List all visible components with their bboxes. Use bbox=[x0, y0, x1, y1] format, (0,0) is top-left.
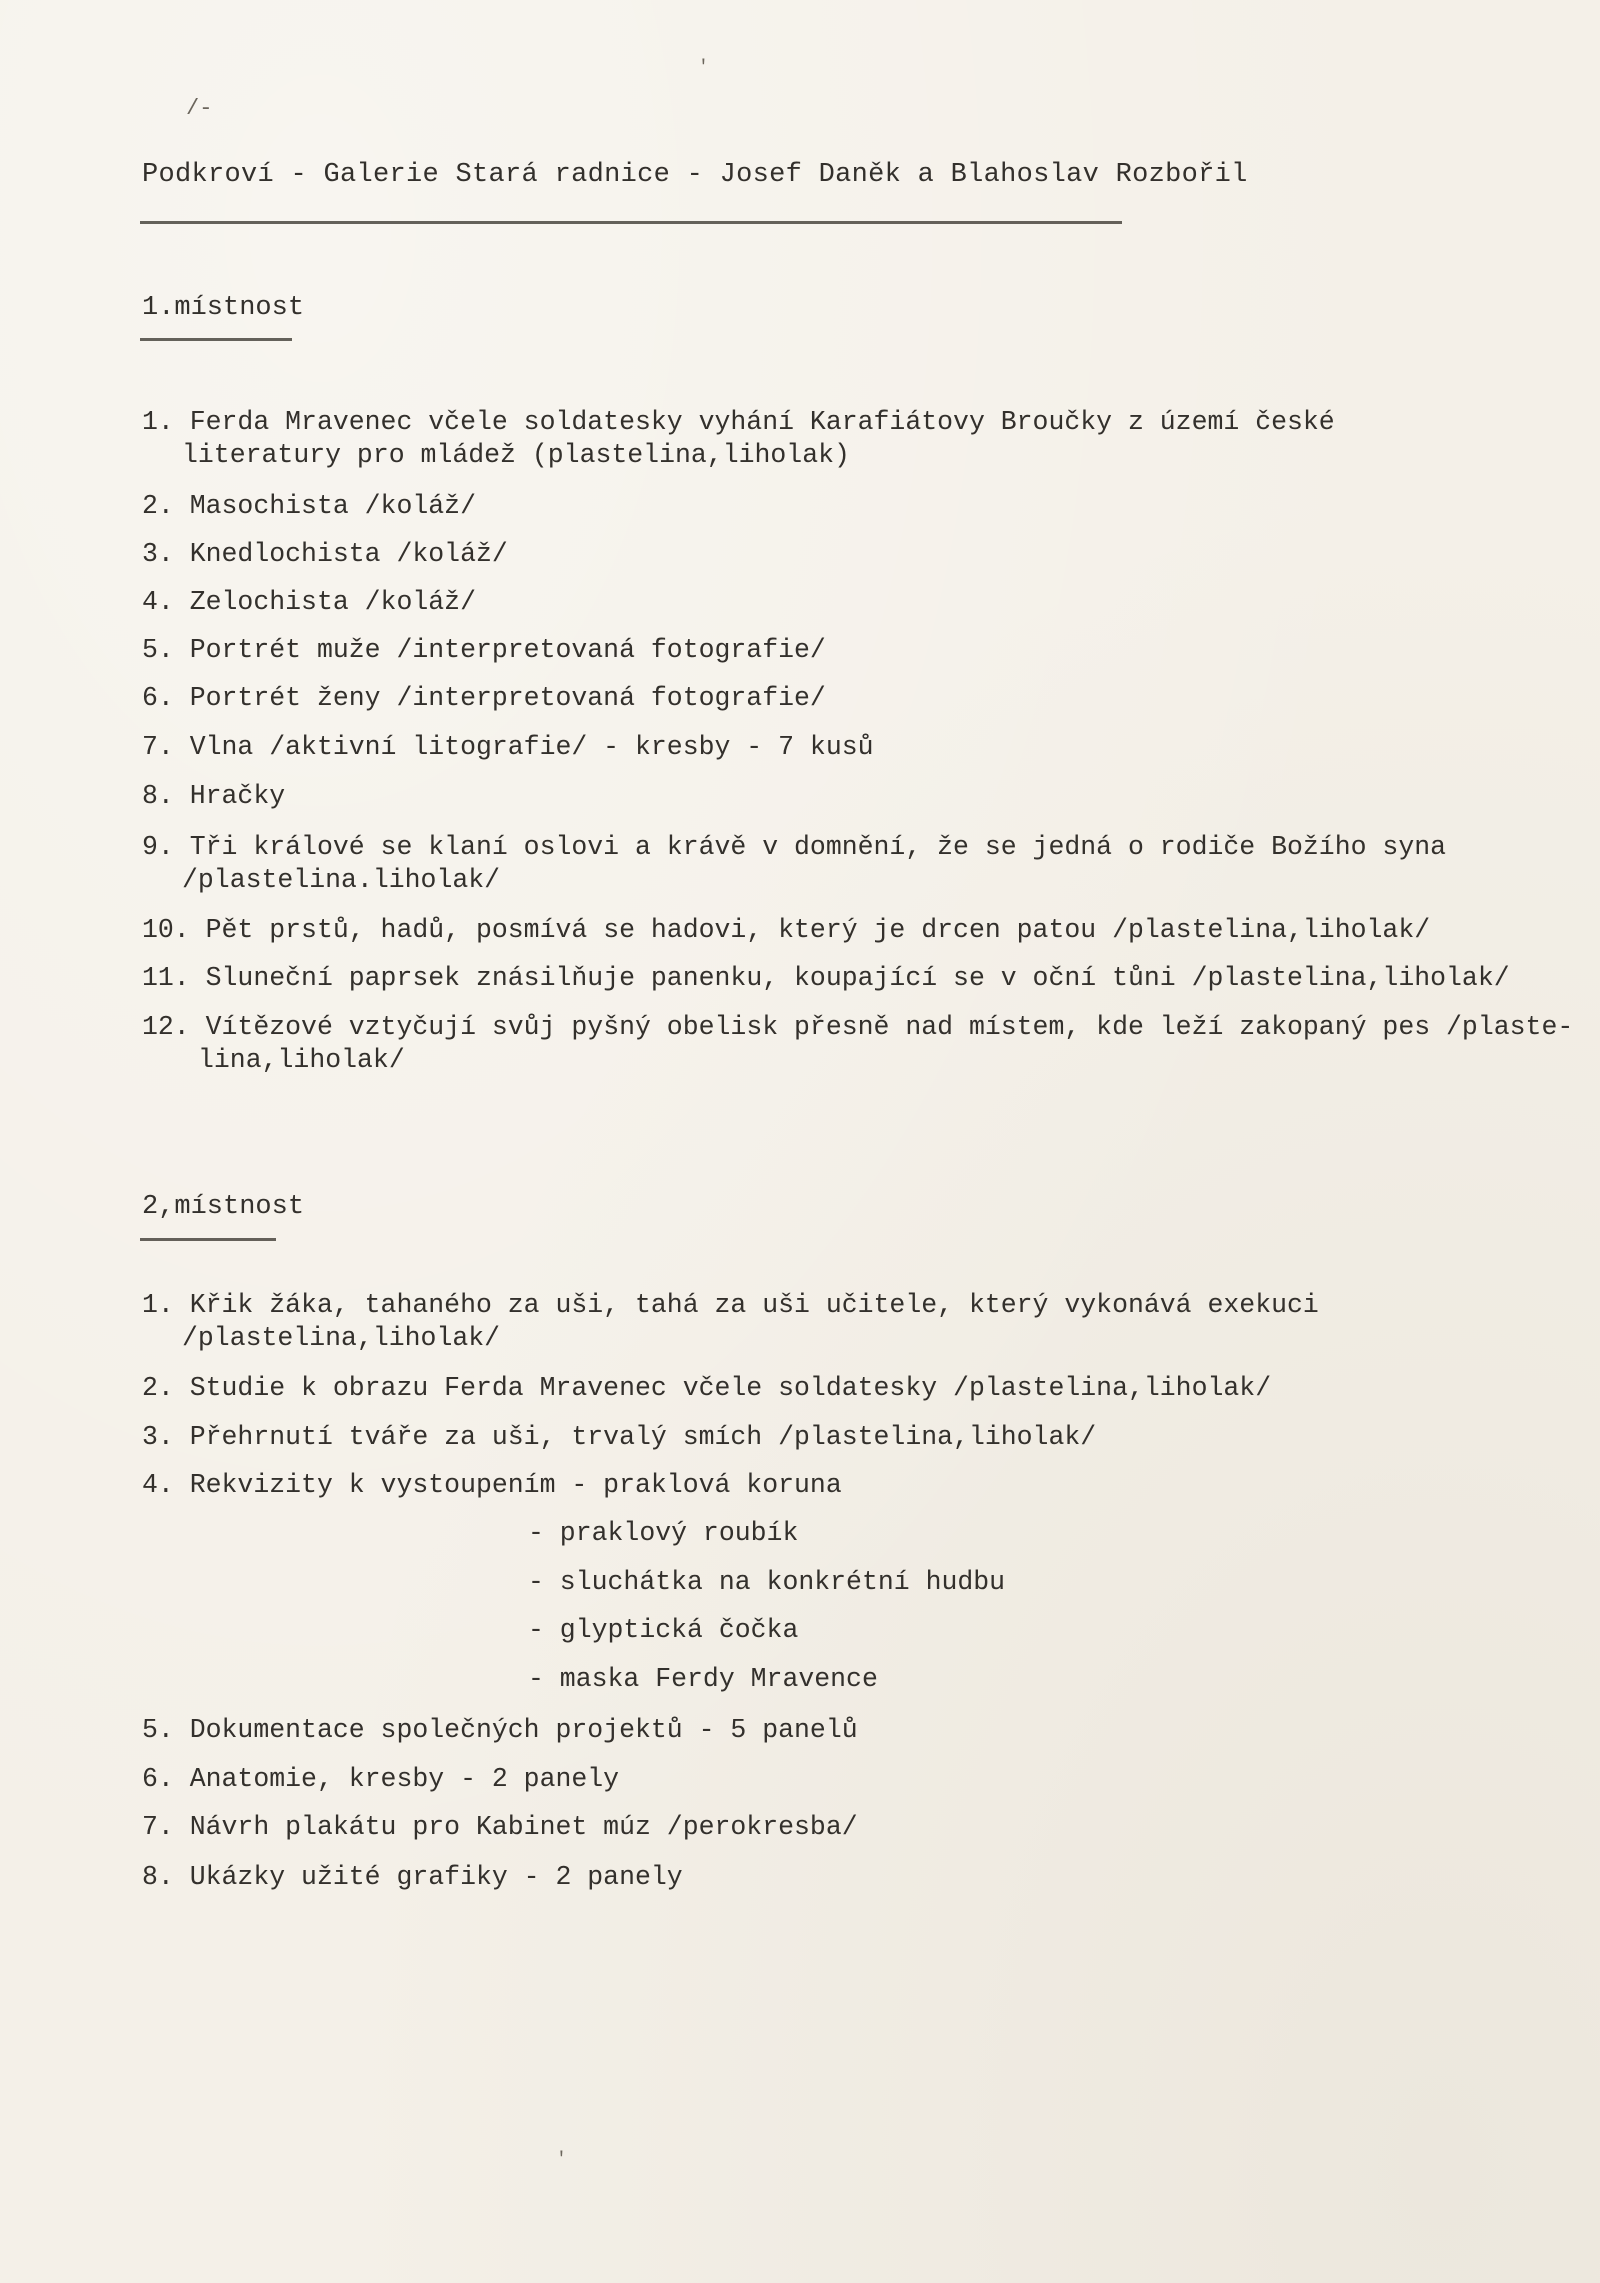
item-number: 3. bbox=[142, 1422, 174, 1452]
sub-list-item: - praklový roubík bbox=[528, 1518, 799, 1548]
item-text: Dokumentace společných projektů - 5 panelů bbox=[189, 1715, 858, 1745]
item-text-continued: /plastelina.liholak/ bbox=[182, 865, 501, 895]
pencil-mark: /- bbox=[186, 96, 213, 121]
item-number: 5. bbox=[142, 635, 174, 665]
list-item bbox=[142, 1763, 619, 1796]
item-text: Ukázky užité grafiky - 2 panely bbox=[189, 1862, 683, 1892]
item-number: 1. bbox=[142, 407, 174, 437]
list-item bbox=[142, 1469, 842, 1502]
item-text: Portrét muže /interpretovaná fotografie/ bbox=[189, 635, 826, 665]
item-text: Zelochista /koláž/ bbox=[189, 587, 476, 617]
item-text: Anatomie, kresby - 2 panely bbox=[189, 1764, 620, 1794]
list-item bbox=[142, 1421, 1096, 1454]
section-heading-underline bbox=[140, 338, 292, 341]
speck-mark: ' bbox=[556, 2150, 567, 2170]
item-text: Sluneční paprsek znásilňuje panenku, koupající se v oční tůni /plastelina,liholak/ bbox=[205, 963, 1510, 993]
item-number: 12. bbox=[142, 1012, 190, 1042]
list-item bbox=[142, 1289, 1319, 1355]
item-number: 9. bbox=[142, 832, 174, 862]
item-number: 4. bbox=[142, 1470, 174, 1500]
list-item bbox=[142, 586, 476, 619]
item-number: 7. bbox=[142, 732, 174, 762]
speck-mark: ' bbox=[698, 58, 709, 78]
item-text: Křik žáka, tahaného za uši, tahá za uši učitele, který vykonává exekuci bbox=[189, 1290, 1319, 1320]
item-text: Masochista /koláž/ bbox=[189, 491, 476, 521]
item-number: 1. bbox=[142, 1290, 174, 1320]
item-text: Knedlochista /koláž/ bbox=[189, 539, 508, 569]
item-text: Ferda Mravenec včele soldatesky vyhání Karafiátovy Broučky z území české bbox=[189, 407, 1335, 437]
item-number: 7. bbox=[142, 1812, 174, 1842]
item-number: 6. bbox=[142, 1764, 174, 1794]
list-item bbox=[142, 962, 1510, 995]
section-heading-underline bbox=[140, 1238, 276, 1241]
item-text: Návrh plakátu pro Kabinet múz /perokresba/ bbox=[189, 1812, 858, 1842]
item-text-continued: lina,liholak/ bbox=[198, 1045, 405, 1075]
list-item bbox=[142, 490, 476, 523]
item-text: Vítězové vztyčují svůj pyšný obelisk přesně nad místem, kde leží zakopaný pes /plaste- bbox=[205, 1012, 1574, 1042]
item-number: 8. bbox=[142, 1862, 174, 1892]
item-text: Tři králové se klaní oslovi a krávě v domnění, že se jedná o rodiče Božího syna bbox=[189, 832, 1447, 862]
section-heading-room-1: 1.místnost bbox=[142, 293, 305, 323]
list-item bbox=[142, 634, 826, 667]
list-item bbox=[142, 780, 285, 813]
sub-list-item: - glyptická čočka bbox=[528, 1615, 799, 1645]
item-text: Studie k obrazu Ferda Mravenec včele soldatesky /plastelina,liholak/ bbox=[189, 1373, 1272, 1403]
item-number: 11. bbox=[142, 963, 190, 993]
list-item bbox=[142, 1011, 1573, 1077]
item-text: Portrét ženy /interpretovaná fotografie/ bbox=[189, 683, 826, 713]
list-item bbox=[142, 731, 874, 764]
item-number: 8. bbox=[142, 781, 174, 811]
item-text: Vlna /aktivní litografie/ - kresby - 7 kusů bbox=[189, 732, 874, 762]
sub-list-item: - sluchátka na konkrétní hudbu bbox=[528, 1567, 1006, 1597]
item-number: 10. bbox=[142, 915, 190, 945]
item-text: Pět prstů, hadů, posmívá se hadovi, který je drcen patou /plastelina,liholak/ bbox=[205, 915, 1431, 945]
list-item bbox=[142, 1811, 858, 1844]
item-text: Hračky bbox=[189, 781, 286, 811]
item-number: 6. bbox=[142, 683, 174, 713]
item-number: 4. bbox=[142, 587, 174, 617]
item-text: Přehrnutí tváře za uši, trvalý smích /plastelina,liholak/ bbox=[189, 1422, 1097, 1452]
item-text: Rekvizity k vystoupením - praklová koruna bbox=[189, 1470, 842, 1500]
list-item bbox=[142, 831, 1446, 897]
item-text-continued: literatury pro mládež (plastelina,liholak) bbox=[182, 440, 850, 470]
list-item bbox=[142, 406, 1335, 472]
list-item bbox=[142, 1861, 683, 1894]
section-heading-room-2: 2,místnost bbox=[142, 1192, 305, 1222]
list-item bbox=[142, 1372, 1271, 1405]
list-item bbox=[142, 682, 826, 715]
list-item bbox=[142, 538, 508, 571]
item-number: 5. bbox=[142, 1715, 174, 1745]
sub-list-item: - maska Ferdy Mravence bbox=[528, 1664, 878, 1694]
item-number: 3. bbox=[142, 539, 174, 569]
item-number: 2. bbox=[142, 491, 174, 521]
item-number: 2. bbox=[142, 1373, 174, 1403]
list-item bbox=[142, 1714, 858, 1747]
list-item bbox=[142, 914, 1430, 947]
item-text-continued: /plastelina,liholak/ bbox=[182, 1323, 501, 1353]
title-underline bbox=[140, 221, 1122, 224]
document-title: Podkroví - Galerie Stará radnice - Josef Daněk a Blahoslav Rozbořil bbox=[142, 160, 1248, 190]
